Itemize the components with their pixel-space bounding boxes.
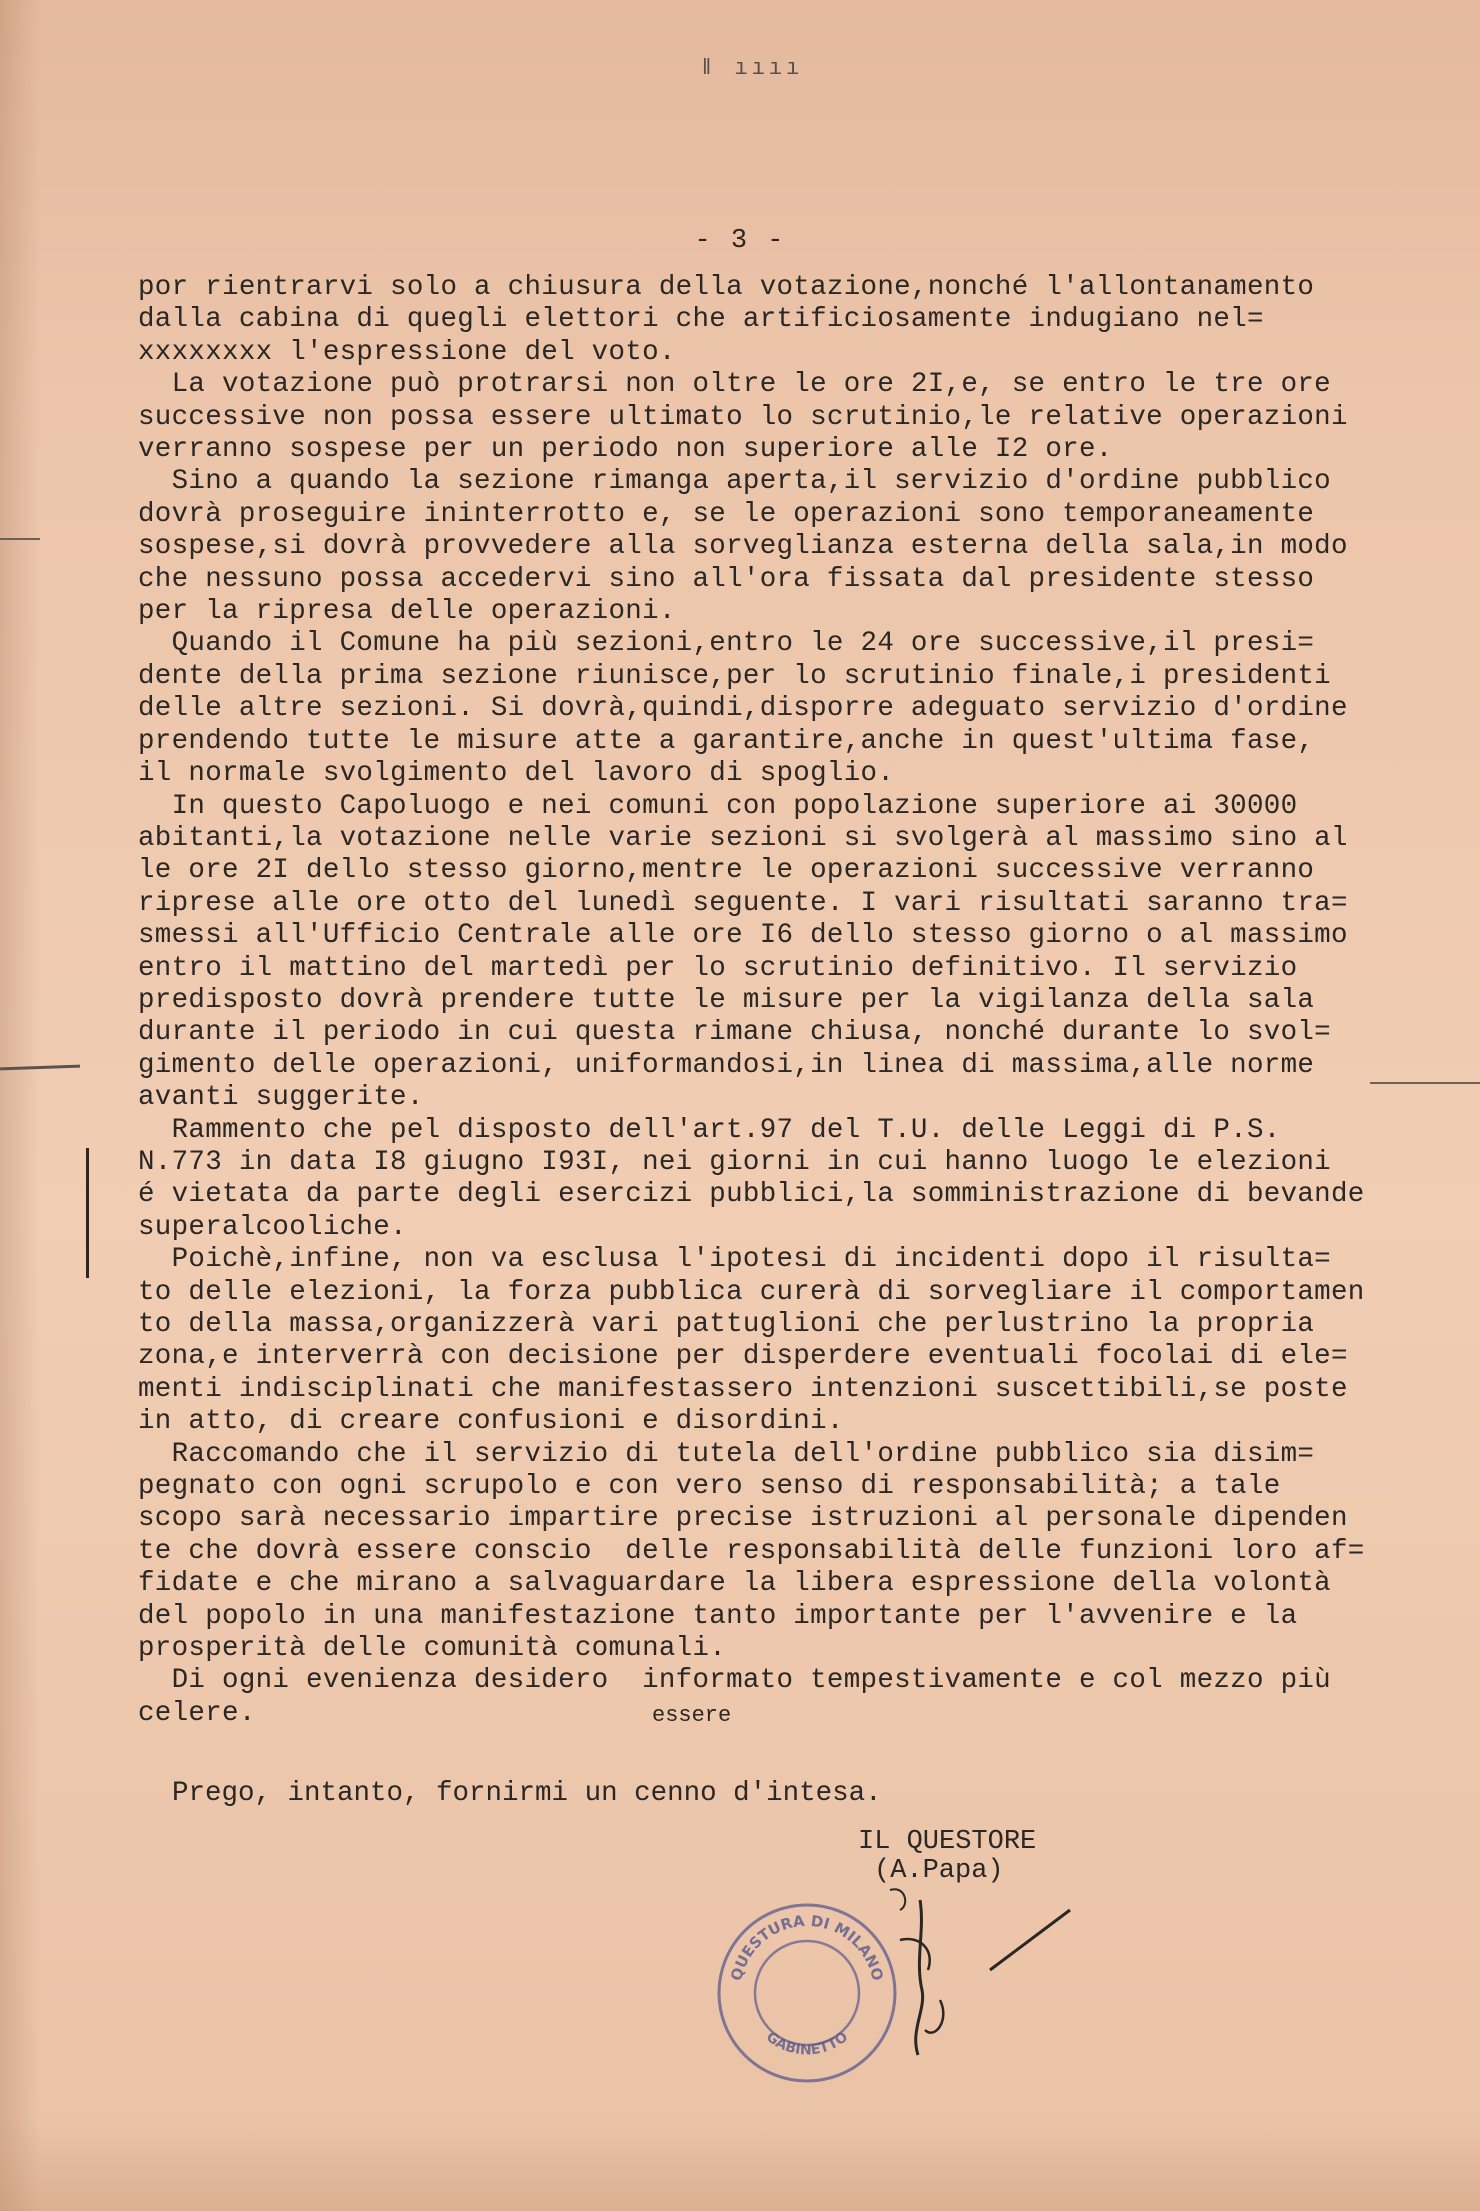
text-line: pegnato con ogni scrupolo e con vero senso di responsabilità; a tale — [138, 1471, 1281, 1503]
text-line: entro il mattino del martedì per lo scrutinio definitivo. Il servizio — [138, 952, 1298, 984]
text-line: prendendo tutte le misure atte a garantire,anche in quest'ultima fase, — [138, 725, 1315, 757]
text-line: che nessuno possa accedervi sino all'ora fissata dal presidente stesso — [138, 563, 1315, 595]
text-line: successive non possa essere ultimato lo scrutinio,le relative operazioni — [138, 401, 1348, 433]
text-line: prosperità delle comunità comunali. — [138, 1633, 727, 1665]
top-marks: ǁ ıııı — [700, 56, 804, 81]
text-line: te che dovrà essere conscio delle responsabilità delle funzioni loro af= — [138, 1535, 1365, 1567]
paragraph — [138, 1244, 1438, 1438]
text-line: del popolo in una manifestazione tanto importante per l'avvenire e la — [138, 1600, 1298, 1632]
official-stamp — [712, 1898, 902, 2088]
text-line: per la ripresa delle operazioni. — [138, 596, 676, 628]
text-line: N.773 in data I8 giugno I93I, nei giorni in cui hanno luogo le elezioni — [138, 1146, 1331, 1178]
text-line: riprese alle ore otto del lunedì seguente. I vari risultati saranno tra= — [138, 887, 1348, 919]
closing-line: Prego, intanto, fornirmi un cenno d'intesa. — [172, 1778, 882, 1809]
text-line: zona,e interverrà con decisione per disperdere eventuali focolai di ele= — [138, 1341, 1348, 1373]
text-line: verranno sospese per un periodo non superiore alle I2 ore. — [138, 434, 1113, 466]
text-line: fidate e che mirano a salvaguardare la libera espressione della volontà — [138, 1568, 1331, 1600]
paragraph — [138, 628, 1438, 790]
svg-text:GABINETTO: GABINETTO — [762, 2029, 852, 2059]
signature-name: (A.Papa) — [874, 1856, 1004, 1886]
text-line: superalcooliche. — [138, 1211, 407, 1243]
paragraph — [138, 1439, 1438, 1666]
text-line: é vietata da parte degli esercizi pubblici,la somministrazione di bevande — [138, 1179, 1365, 1211]
text-line: celere. — [138, 1697, 256, 1729]
text-line: dalla cabina di quegli elettori che artificiosamente indugiano nel= — [138, 304, 1264, 336]
text-line: gimento delle operazioni, uniformandosi,in linea di massima,alle norme — [138, 1049, 1315, 1081]
handwritten-insertion: essere — [652, 1703, 732, 1728]
text-line: smessi all'Ufficio Centrale alle ore I6 dello stesso giorno o al massimo — [138, 920, 1348, 952]
text-line: dente della prima sezione riunisce,per lo scrutinio finale,i presidenti — [138, 660, 1331, 692]
text-line: le ore 2I dello stesso giorno,mentre le operazioni successive verranno — [138, 855, 1315, 887]
text-line: in atto, di creare confusioni e disordini. — [138, 1406, 844, 1438]
text-line: Quando il Comune ha più sezioni,entro le 24 ore successive,il presi= — [138, 628, 1315, 660]
text-line: scopo sarà necessario impartire precise istruzioni al personale dipenden — [138, 1503, 1348, 1535]
text-line: dovrà proseguire ininterrotto e, se le operazioni sono temporaneamente — [138, 498, 1315, 530]
text-line: avanti suggerite. — [138, 1082, 424, 1114]
page-number: - 3 - — [694, 226, 786, 256]
margin-pencil-line — [86, 1148, 89, 1278]
text-line: sospese,si dovrà provvedere alla sorveglianza esterna della sala,in modo — [138, 531, 1348, 563]
text-line: menti indisciplinati che manifestassero intenzioni suscettibili,se poste — [138, 1373, 1348, 1405]
text-line: predisposto dovrà prendere tutte le misure per la vigilanza della sala — [138, 984, 1315, 1016]
paper-edge-shadow — [0, 0, 40, 2211]
svg-text:QUESTURA DI MILANO: QUESTURA DI MILANO — [727, 1911, 887, 1983]
text-line: Sino a quando la sezione rimanga aperta,il servizio d'ordine pubblico — [138, 466, 1331, 498]
text-line: La votazione può protrarsi non oltre le ore 2I,e, se entro le tre ore — [138, 369, 1331, 401]
text-line: durante il periodo in cui questa rimane chiusa, nonché durante lo svol= — [138, 1017, 1331, 1049]
signature-title: IL QUESTORE — [858, 1827, 1037, 1857]
paragraph — [138, 1115, 1438, 1245]
text-line: il normale svolgimento del lavoro di spoglio. — [138, 758, 895, 790]
text-line: to delle elezioni, la forza pubblica curerà di sorvegliare il comportamen — [138, 1276, 1365, 1308]
margin-mark — [0, 538, 40, 540]
handwritten-signature — [880, 1880, 1080, 2070]
text-line: Di ogni evenienza desidero informato tempestivamente e col mezzo più — [138, 1665, 1331, 1697]
text-line: In questo Capoluogo e nei comuni con popolazione superiore ai 30000 — [138, 790, 1298, 822]
paragraph — [138, 1665, 1438, 1730]
text-line: xxxxxxxx l'espressione del voto. — [138, 336, 676, 368]
paragraph — [138, 791, 1438, 1115]
text-line: Rammento che pel disposto dell'art.97 del T.U. delle Leggi di P.S. — [138, 1114, 1281, 1146]
text-line: Raccomando che il servizio di tutela dell'ordine pubblico sia disim= — [138, 1438, 1315, 1470]
paper-stain — [0, 2121, 1480, 2211]
text-line: Poichè,infine, non va esclusa l'ipotesi di incidenti dopo il risulta= — [138, 1244, 1331, 1276]
letter-body — [138, 272, 1438, 1730]
paragraph — [138, 369, 1438, 466]
text-line: abitanti,la votazione nelle varie sezioni si svolgerà al massimo sino al — [138, 822, 1348, 854]
paragraph — [138, 466, 1438, 628]
text-line: por rientrarvi solo a chiusura della votazione,nonché l'allontanamento — [138, 272, 1315, 303]
text-line: to della massa,organizzerà vari pattuglioni che perlustrino la propria — [138, 1309, 1315, 1340]
text-line: delle altre sezioni. Si dovrà,quindi,disporre adeguato servizio d'ordine — [138, 693, 1348, 725]
paragraph — [138, 272, 1438, 369]
